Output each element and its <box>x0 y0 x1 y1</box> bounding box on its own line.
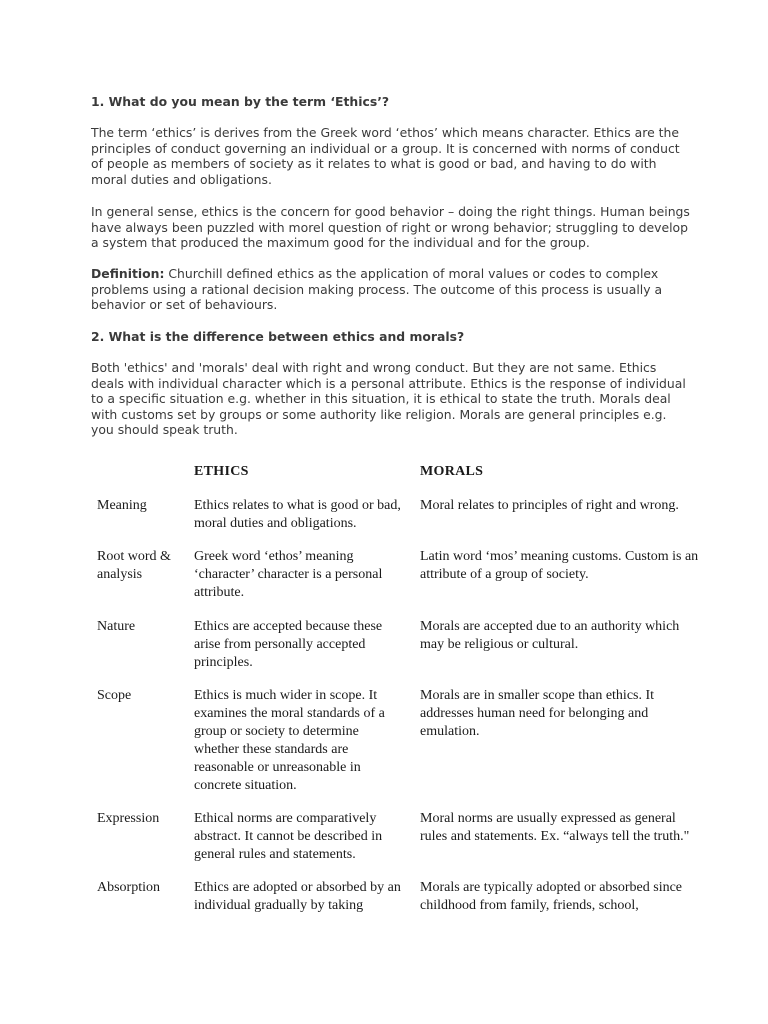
cell-morals: Morals are accepted due to an authority which may be religious or cultural. <box>420 619 680 652</box>
cell-morals: Moral relates to principles of right and wrong. <box>420 498 679 513</box>
q1-paragraph-2: In general sense, ethics is the concern for good behavior – doing the right things. Human beings have always been puzzled with morel question of right or wrong behavior; struggling to develop a system that produced the maximum good for the individual and for the group. <box>91 204 690 251</box>
question-1-heading: 1. What do you mean by the term ‘Ethics’? <box>91 94 390 109</box>
row-label-nature: Nature <box>97 619 136 634</box>
definition-paragraph <box>91 266 691 313</box>
cell-ethics: Ethics relates to what is good or bad, moral duties and obligations. <box>194 498 401 531</box>
cell-morals: Latin word ‘mos’ meaning customs. Custom is an attribute of a group of society. <box>420 549 699 582</box>
cell-morals: Moral norms are usually expressed as general rules and statements. Ex. “always tell the truth." <box>420 811 690 844</box>
q1-paragraph-1: The term ‘ethics’ is derives from the Greek word ‘ethos’ which means character. Ethics are the principles of conduct governing an individual or a group. It is concerned with norms of conduct of people as members of society as it relates to what is good or bad, and having to do with moral duties and obligations. <box>91 125 680 187</box>
definition-label: Definition: <box>91 266 165 281</box>
table-header-ethics: ETHICS <box>194 464 249 479</box>
row-label-root-word: Root word & analysis <box>97 549 171 582</box>
cell-ethics: Ethics are adopted or absorbed by an individual gradually by taking <box>194 880 401 913</box>
cell-ethics: Greek word ‘ethos’ meaning ‘character’ character is a personal attribute. <box>194 549 383 600</box>
row-label-scope: Scope <box>97 688 132 703</box>
table-header-morals: MORALS <box>420 464 484 479</box>
question-2-heading: 2. What is the difference between ethics and morals? <box>91 329 465 344</box>
row-label-meaning: Meaning <box>97 498 147 513</box>
cell-morals: Morals are typically adopted or absorbed since childhood from family, friends, school, <box>420 880 683 913</box>
cell-morals: Morals are in smaller scope than ethics. It addresses human need for belonging and emulation. <box>420 688 655 739</box>
cell-ethics: Ethics are accepted because these arise from personally accepted principles. <box>194 619 383 670</box>
cell-ethics: Ethical norms are comparatively abstract. It cannot be described in general rules and statements. <box>194 811 383 862</box>
q2-paragraph-1: Both 'ethics' and 'morals' deal with right and wrong conduct. But they are not same. Ethics deals with individual character which is a personal attribute. Ethics is the response of individual to a specific situation e.g. whether in this situation, it is ethical to state the truth. Morals deal with customs set by groups or some authority like religion. Morals are general principles e.g. you should speak truth. <box>91 360 686 438</box>
row-label-absorption: Absorption <box>97 880 160 895</box>
row-label-expression: Expression <box>97 811 160 826</box>
cell-ethics: Ethics is much wider in scope. It examines the moral standards of a group or society to determine whether these standards are reasonable or unreasonable in concrete situation. <box>194 688 385 793</box>
definition-text: Churchill defined ethics as the application of moral values or codes to complex problems using a rational decision making process. The outcome of this process is usually a behavior or set of behaviours. <box>91 266 663 313</box>
